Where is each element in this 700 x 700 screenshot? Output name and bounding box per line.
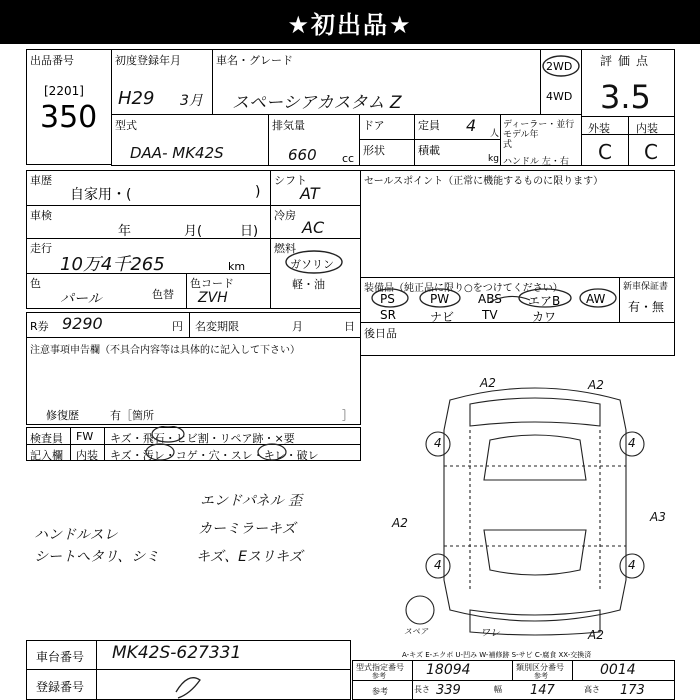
rear-seat-label: 後日品 [364, 327, 397, 340]
drive-2wd: 2WD [546, 60, 573, 73]
model-year-label: モデル年式 [503, 130, 539, 150]
load-label: 積載 [418, 144, 440, 157]
exterior-label: 外装 [588, 122, 610, 135]
auction-banner: ★初出品★ [0, 0, 700, 44]
first-reg-label: 初度登録年月 [115, 54, 181, 67]
diag-mark-a2-left: A2 [392, 516, 408, 530]
diag-mark-a2-top-left: A2 [480, 376, 496, 390]
category-ref: 参考 [534, 672, 548, 680]
lot-number-value: 350 [40, 100, 98, 135]
car-name-label: 車名・グレード [216, 54, 293, 67]
capacity-label: 定員 [418, 119, 440, 132]
ext-int-divider [628, 116, 629, 166]
shaken-year: 年 [118, 224, 132, 239]
ac-value: AC [302, 218, 325, 237]
fw-items: キズ・飛石・ヒビ割・リペア跡・×要 [110, 432, 295, 445]
shaken-label: 車検 [30, 209, 52, 222]
diag-mark-4-rear-left: 4 [434, 558, 442, 572]
first-reg-month: 3月 [180, 93, 203, 109]
usage-label: 車歴 [30, 174, 52, 187]
drive-circle-mark [540, 54, 582, 78]
spec-vline3 [572, 660, 573, 680]
inspector-circle-marks [140, 426, 310, 462]
recycle-label: R券 [30, 320, 49, 333]
recycle-unit: 円 [172, 320, 183, 333]
equip-navi: ナビ [430, 310, 455, 324]
exterior-value: C [598, 140, 612, 164]
dimension-ref-label: 参考 [372, 687, 388, 696]
interior-label: 内装 [636, 122, 658, 135]
capacity-value: 4 [466, 116, 477, 135]
warranty-label: 新車保証書 [623, 282, 669, 292]
shift-value: AT [300, 184, 320, 203]
diag-mark-a2-rear: A2 [588, 628, 604, 642]
mileage-label: 走行 [30, 242, 52, 255]
color-label: 色 [30, 277, 41, 290]
width-label: 幅 [494, 685, 502, 694]
equip-pw: PW [430, 292, 450, 306]
chassis-label: 車台番号 [36, 650, 85, 664]
lot-box: [2201] [44, 84, 84, 98]
note-handle: ハンドルスレ [34, 527, 118, 543]
capacity-unit: 人 [490, 129, 500, 139]
fuel-option-diesel: 軽・油 [292, 278, 325, 291]
equipment-label: 装備品（純正品に限り○をつけてください） [364, 283, 563, 294]
color-divider [186, 273, 187, 309]
damage-legend: A-キズ E-エクボ U-凹み W-補修跡 S-サビ C-腐食 XX-交換済 [402, 651, 592, 659]
model-label: 型式 [115, 119, 137, 132]
fuel-option-gasoline: ガソリン [290, 258, 334, 271]
shaken-cell [26, 205, 271, 239]
equip-leather: カワ [532, 310, 557, 324]
equip-sr: SR [380, 308, 396, 322]
repair-value: 有［箇所 [110, 409, 154, 422]
equip-abs: ABS [478, 292, 502, 306]
width-value: 147 [530, 683, 555, 698]
score-label: 評価点 [600, 54, 655, 68]
diag-mark-spare: スペア [404, 627, 428, 636]
height-label: 高さ [584, 685, 600, 694]
car-name-value: スペーシアカスタム Z [232, 93, 402, 113]
shape-label: 形状 [363, 144, 385, 157]
model-value: DAA- MK42S [130, 144, 224, 162]
inspector-vline1 [70, 427, 71, 461]
height-value: 173 [620, 683, 645, 698]
category-value: 0014 [600, 662, 636, 678]
chassis-divider [96, 640, 97, 670]
usage-close: ) [255, 184, 261, 200]
dealer-label: ディーラー・並行 [503, 120, 575, 130]
interior-items: キズ・汚レ・コゲ・穴・スレ・キレ・破レ [110, 449, 319, 462]
selling-points-label: セールスポイント（正常に機能するものに限ります） [364, 176, 604, 187]
color-value: パール [60, 291, 102, 307]
car-damage-diagram [390, 370, 680, 640]
handle-label: ハンドル 左・右 [503, 157, 569, 167]
shift-label: シフト [274, 174, 307, 187]
length-value: 339 [436, 683, 461, 698]
diag-mark-crack: ワレ [480, 628, 500, 639]
equip-aw: AW [586, 292, 606, 306]
rear-seat-cell [360, 322, 675, 356]
shaken-day: 日) [240, 224, 259, 239]
spec-vline2 [512, 660, 513, 680]
inspector-label: 検査員 [30, 432, 63, 445]
diag-mark-4-rear-right: 4 [628, 558, 636, 572]
model-code-ref: 参考 [372, 672, 386, 680]
warranty-value: 有・無 [628, 300, 665, 314]
displacement-unit: cc [342, 152, 355, 165]
chassis-value: MK42S-627331 [112, 643, 242, 663]
score-value: 3.5 [600, 78, 651, 116]
diag-mark-a2-top-right: A2 [588, 378, 604, 392]
displacement-label: 排気量 [272, 119, 305, 132]
displacement-value: 660 [288, 146, 317, 164]
first-reg-year: H29 [118, 88, 155, 109]
spec-hline [352, 680, 675, 681]
length-label: 長さ [414, 685, 430, 694]
drive-4wd: 4WD [546, 90, 573, 103]
repair-close: ］ [342, 409, 353, 422]
notes-label: 注意事項申告欄（不具合内容等は具体的に記入して下さい） [30, 345, 300, 356]
spec-vline1 [412, 660, 413, 700]
note-mirror: カーミラーキズ [198, 521, 296, 537]
note-end-panel: エンドパネル 歪 [200, 493, 303, 509]
note-seat: シートへタリ、シミ [34, 549, 160, 565]
note-scratches: キズ、Eスリキズ [196, 549, 303, 565]
reg-limit-day: 日 [344, 320, 355, 333]
usage-cell [26, 170, 271, 206]
interior-row-label: 内装 [76, 449, 98, 462]
reg-limit-month: 月 [292, 320, 303, 333]
ac-label: 冷房 [274, 209, 296, 222]
equipment-circle-marks [360, 284, 660, 308]
diag-mark-4-front-right: 4 [628, 436, 636, 450]
repair-label: 修復歴 [46, 409, 79, 422]
fw-label: FW [76, 430, 94, 443]
category-label: 類別区分番号 [516, 663, 564, 672]
diag-mark-4-front-left: 4 [434, 436, 442, 450]
model-code-value: 18094 [426, 662, 471, 678]
diag-mark-a3-right: A3 [650, 510, 666, 524]
interior-value: C [644, 140, 658, 164]
inspector-vline2 [104, 427, 105, 461]
color-change-label: 色替 [152, 288, 174, 301]
reg-number-slash-mark [170, 670, 210, 700]
color-code-label: 色コード [190, 277, 234, 290]
color-code-value: ZVH [198, 290, 228, 306]
mileage-value: 10万4千265 [60, 254, 165, 275]
recycle-value: 9290 [62, 314, 103, 333]
recorder-label: 記入欄 [30, 449, 63, 462]
equip-ps: PS [380, 292, 395, 306]
lot-number-label: 出品番号 [30, 54, 74, 67]
model-code-label: 型式指定番号 [356, 663, 404, 672]
recycle-cell [26, 312, 190, 338]
fuel-circle-mark [284, 248, 344, 276]
reg-number-label: 登録番号 [36, 680, 85, 694]
reg-divider [96, 669, 97, 700]
load-unit: kg [488, 154, 499, 164]
door-label: ドア [363, 119, 385, 132]
shaken-month: 月( [184, 224, 203, 239]
equip-tv: TV [482, 308, 498, 322]
mileage-unit: km [228, 260, 246, 273]
equip-airbag: エアB [528, 294, 561, 308]
usage-value: 自家用・( [70, 187, 132, 203]
fuel-label: 燃料 [274, 242, 296, 255]
reg-limit-label: 名変期限 [195, 320, 239, 333]
